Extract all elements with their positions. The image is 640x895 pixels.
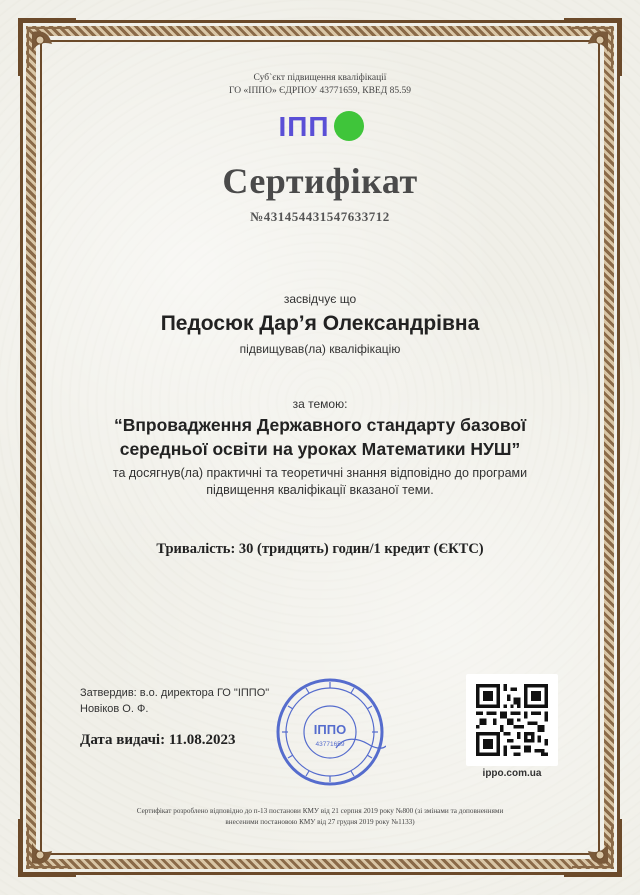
recipient-name: Педосюк Дар’я Олександрівна xyxy=(160,312,480,335)
logo-dot-icon xyxy=(334,111,364,141)
footnote-line-1: Сертифікат розроблено відповідно до п-13 постанови КМУ від 21 серпня 2019 року №800 (зі змінами та доповненнями xyxy=(136,807,504,815)
approved-by xyxy=(80,685,269,717)
stamp-center-text: ІППО xyxy=(313,722,347,737)
improved-text: підвищував(ла) кваліфікацію xyxy=(239,342,401,356)
qr-code-icon xyxy=(476,684,548,756)
topic-line-2: середньої освіти на уроках Математики НУШ” xyxy=(119,439,521,459)
achieved-line-2: підвищення кваліфікації вказаної теми. xyxy=(206,483,434,497)
certifies-text: засвідчує що xyxy=(283,292,357,306)
approved-line-2: Новіков О. Ф. xyxy=(80,703,149,715)
site-link[interactable]: ippo.com.ua xyxy=(482,768,542,779)
certificate-number: №431454431547633712 xyxy=(250,209,390,224)
ippo-logo xyxy=(274,109,366,143)
issuer-line-2: ГО «ІППО» ЄДРПОУ 43771659, КВЕД 85.59 xyxy=(229,86,411,96)
corner-ornament-icon xyxy=(18,18,78,78)
qr-code[interactable] xyxy=(466,674,558,766)
issuer-line-1: Суб`єкт підвищення кваліфікації xyxy=(253,73,387,83)
corner-ornament-icon xyxy=(562,817,622,877)
duration-text: Тривалість: 30 (тридцять) годин/1 кредит (ЄКТС) xyxy=(156,541,484,557)
official-stamp-icon xyxy=(274,676,386,788)
achieved-line-1: та досягнув(ла) практичні та теоретичні знання відповідно до програми xyxy=(112,466,528,480)
footnote-line-2: внесеними постановою КМУ від 27 грудня 2019 року №1133) xyxy=(225,818,415,826)
issuer-block xyxy=(0,72,640,98)
topic-line-1: “Впровадження Державного стандарту базової xyxy=(113,415,527,435)
corner-ornament-icon xyxy=(18,817,78,877)
approved-line-1: Затвердив: в.о. директора ГО "ІППО" xyxy=(80,687,270,699)
topic-label: за темою: xyxy=(292,397,348,411)
issue-date: Дата видачі: 11.08.2023 xyxy=(80,732,236,748)
corner-ornament-icon xyxy=(562,18,622,78)
stamp-code-text: 43771659 xyxy=(315,741,345,748)
achieved-text xyxy=(0,465,640,499)
footnote xyxy=(70,806,570,828)
certificate-title: Сертифікат xyxy=(222,161,418,201)
logo-text: ІПП xyxy=(278,111,330,142)
topic-title xyxy=(0,413,640,461)
